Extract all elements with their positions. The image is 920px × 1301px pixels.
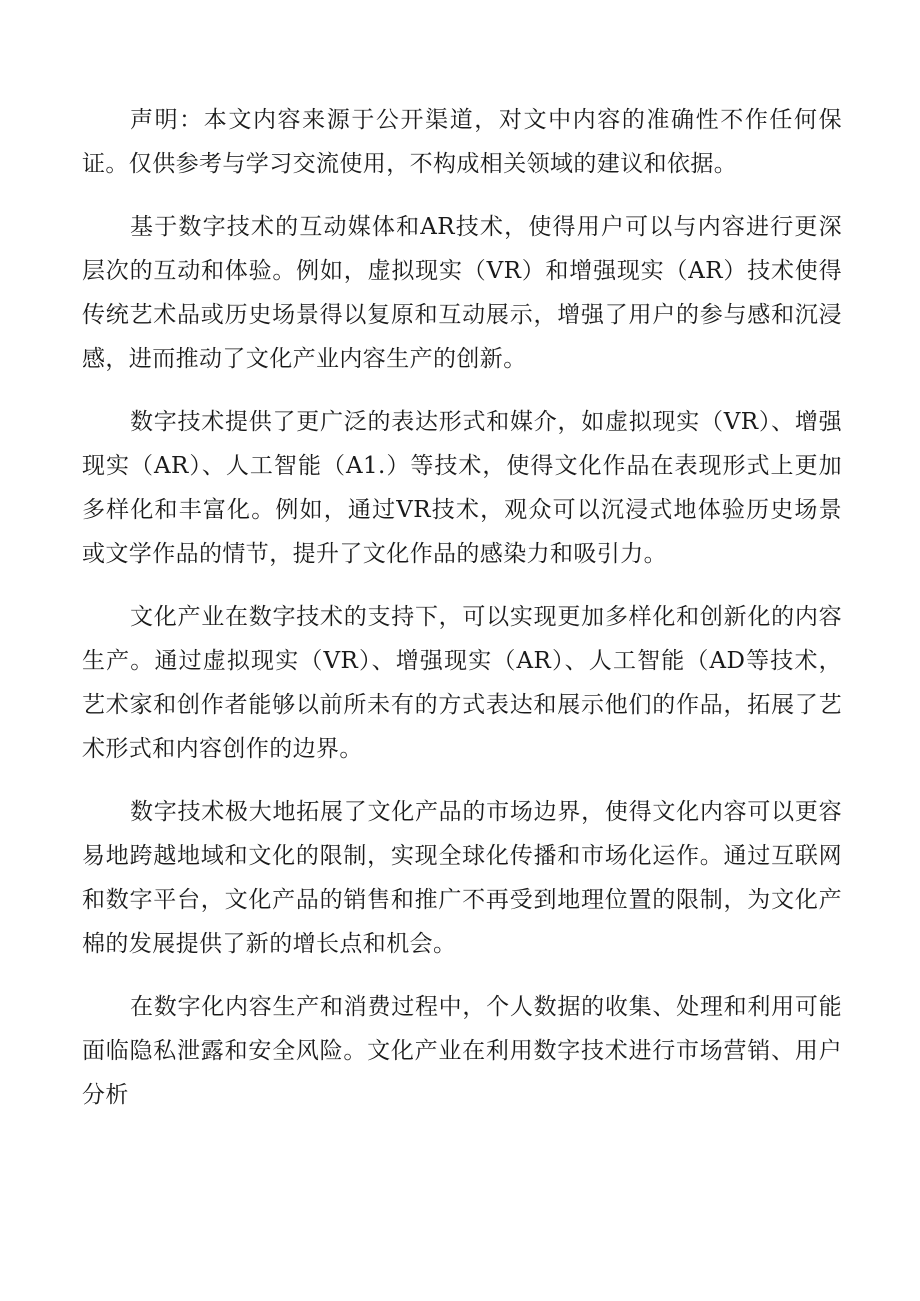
- body-paragraph: 数字技术极大地拓展了文化产品的市场边界，使得文化内容可以更容易地跨越地域和文化的限制，实现全球化传播和市场化运作。通过互联网和数字平台，文化产品的销售和推广不再受到地理位置的限制，为文化产棉的发展提供了新的增长点和机会。: [82, 799, 842, 957]
- body-paragraph: 基于数字技术的互动媒体和AR技术，使得用户可以与内容进行更深层次的互动和体验。例如，虚拟现实（VR）和增强现实（AR）技术使得传统艺术品或历史场景得以复原和互动展示，增强了用户的参与感和沉浸感，进而推动了文化产业内容生产的创新。: [82, 214, 842, 372]
- document-body: [82, 98, 842, 1136]
- body-paragraph: 数字技术提供了更广泛的表达形式和媒介，如虚拟现实（VR）、增强现实（AR）、人工智能（A1.）等技术，使得文化作品在表现形式上更加多样化和丰富化。例如，通过VR技术，观众可以沉浸式地体验历史场景或文学作品的情节，提升了文化作品的感染力和吸引力。: [82, 409, 842, 567]
- body-paragraph: 文化产业在数字技术的支持下，可以实现更加多样化和创新化的内容生产。通过虚拟现实（VR）、增强现实（AR）、人工智能（AD等技术，艺术家和创作者能够以前所未有的方式表达和展示他们的作品，拓展了艺术形式和内容创作的边界。: [82, 604, 842, 762]
- body-paragraph: 在数字化内容生产和消费过程中，个人数据的收集、处理和利用可能面临隐私泄露和安全风险。文化产业在利用数字技术进行市场营销、用户分析: [82, 994, 842, 1108]
- disclaimer-paragraph: 声明：本文内容来源于公开渠道，对文中内容的准确性不作任何保证。仅供参考与学习交流使用，不构成相关领域的建议和依据。: [82, 107, 842, 177]
